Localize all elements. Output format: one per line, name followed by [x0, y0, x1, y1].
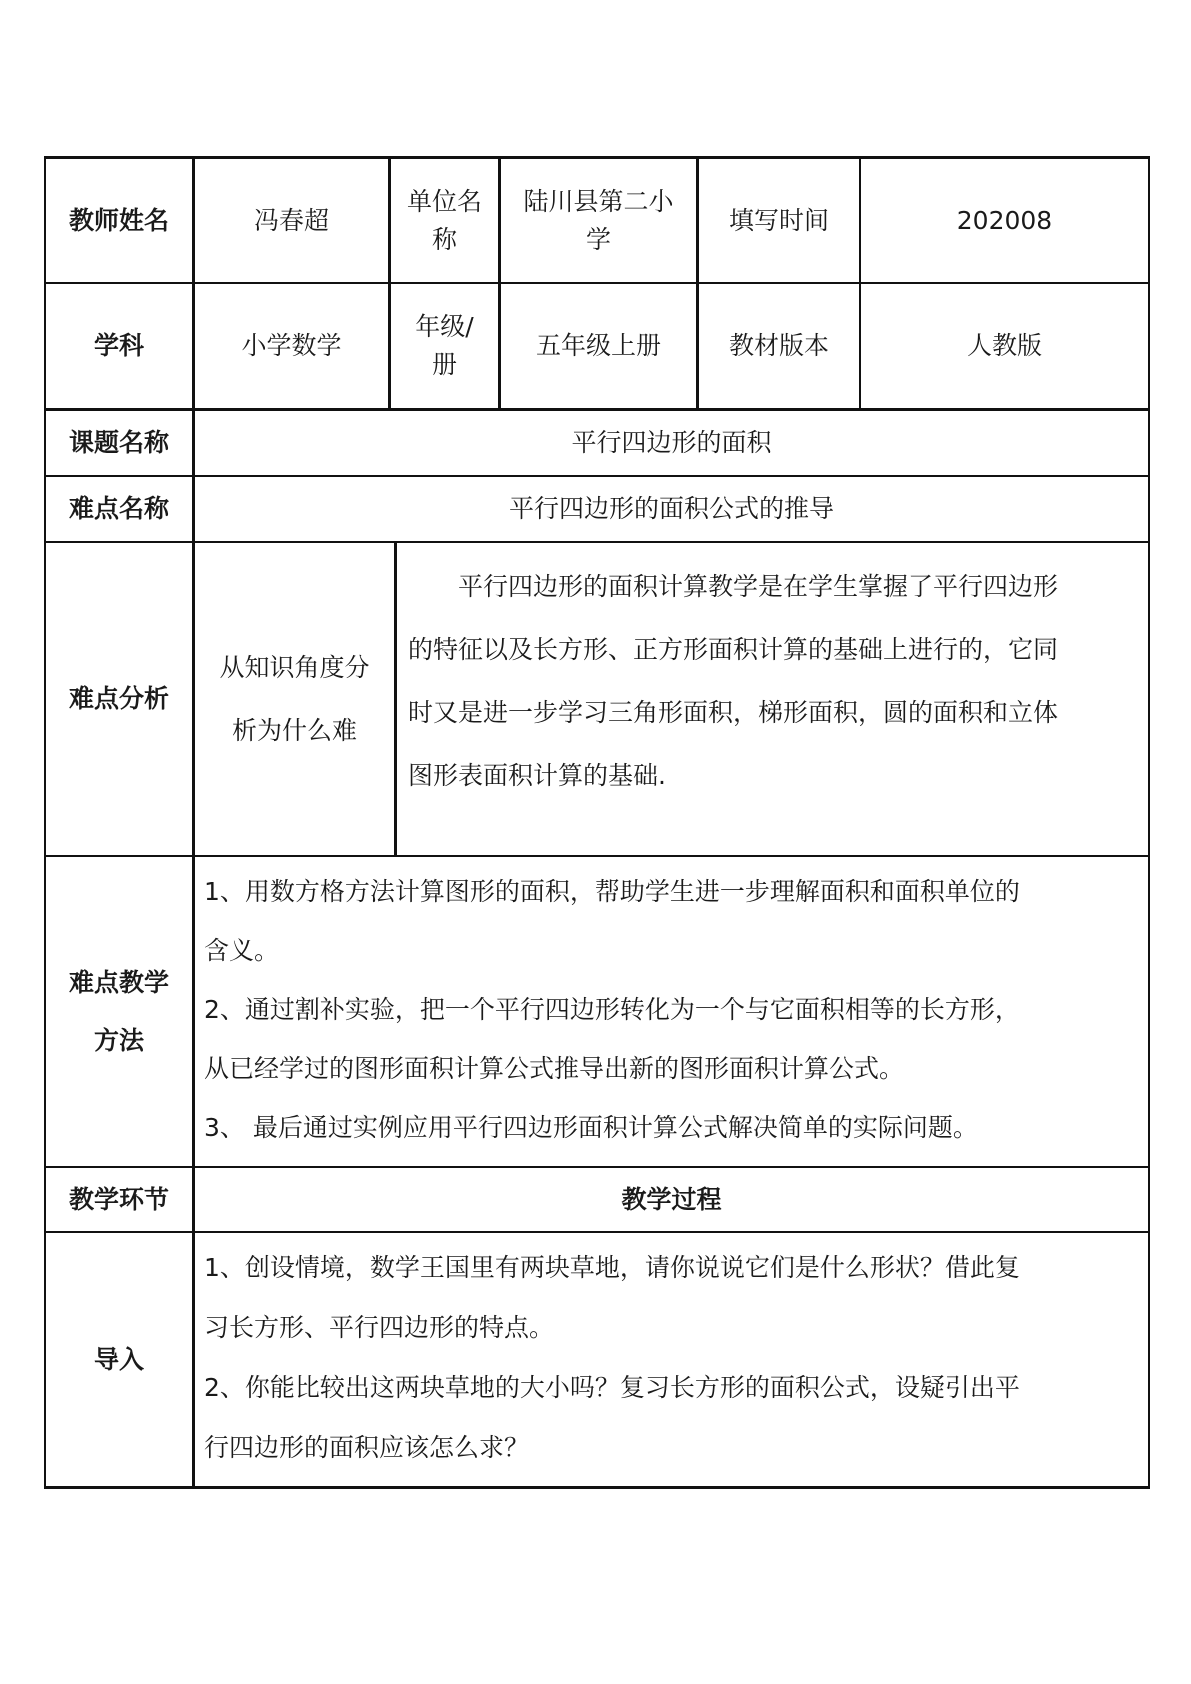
intro-text	[204, 1238, 1144, 1478]
unit-name-value-line2: 学	[585, 224, 611, 254]
difficulty-label: 难点名称	[68, 494, 169, 523]
method-line: 1、用数方格方法计算图形的面积，帮助学生进一步理解面积和面积单位的	[204, 877, 1020, 906]
unit-name-value	[501, 159, 696, 282]
row-divider	[44, 1231, 1150, 1233]
teaching-stage-label: 教学环节	[68, 1184, 169, 1214]
analysis-line: 平行四边形的面积计算教学是在学生掌握了平行四边形	[458, 572, 1059, 601]
method-line: 2、通过割补实验，把一个平行四边形转化为一个与它面积相等的长方形，	[204, 995, 1020, 1024]
intro-line: 行四边形的面积应该怎么求？	[204, 1433, 530, 1462]
intro-line: 2、你能比较出这两块草地的大小吗？复习长方形的面积公式，设疑引出平	[204, 1373, 1020, 1402]
subject-value: 小学数学	[241, 331, 342, 360]
teacher-name-label: 教师姓名	[68, 205, 169, 235]
subject-label: 学科	[93, 331, 144, 360]
teacher-name-value: 冯春超	[253, 205, 329, 235]
analysis-line: 图形表面积计算的基础.	[408, 761, 666, 790]
unit-name-label	[391, 159, 498, 282]
method-label	[46, 857, 192, 1166]
topic-label: 课题名称	[68, 428, 169, 457]
table-border-right	[1148, 156, 1150, 1489]
textbook-edition-label: 教材版本	[728, 331, 829, 360]
fill-date-value: 202008	[956, 205, 1053, 235]
method-label-line2: 方法	[93, 1025, 144, 1055]
analysis-line: 时又是进一步学习三角形面积，梯形面积，圆的面积和立体	[408, 698, 1059, 727]
teaching-process-label: 教学过程	[621, 1184, 722, 1214]
analysis-text	[408, 555, 1144, 807]
topic-value: 平行四边形的面积	[571, 428, 772, 457]
row-divider	[44, 855, 1150, 857]
unit-name-label-line1: 单位名	[406, 186, 482, 216]
intro-label: 导入	[93, 1344, 144, 1374]
fill-date-label: 填写时间	[728, 205, 829, 235]
textbook-edition-value: 人教版	[966, 331, 1042, 360]
unit-name-value-line1: 陆川县第二小	[523, 186, 674, 216]
analysis-sub-label-line2: 析为什么难	[231, 716, 357, 745]
method-label-line1: 难点教学	[68, 967, 169, 997]
analysis-line: 的特征以及长方形、正方形面积计算的基础上进行的，它同	[408, 635, 1059, 664]
grade-label	[391, 284, 498, 408]
intro-line: 1、创设情境，数学王国里有两块草地，请你说说它们是什么形状？借此复	[204, 1253, 1020, 1282]
unit-name-label-line2: 称	[431, 224, 457, 254]
method-line: 3、 最后通过实例应用平行四边形面积计算公式解决简单的实际问题。	[204, 1113, 978, 1142]
grade-label-line2: 册	[431, 350, 457, 379]
table-border-bottom	[44, 1486, 1150, 1489]
intro-line: 习长方形、平行四边形的特点。	[204, 1313, 555, 1342]
lesson-plan-table	[44, 156, 1150, 1488]
analysis-label: 难点分析	[68, 684, 169, 713]
column-divider	[394, 542, 397, 856]
grade-value: 五年级上册	[535, 331, 661, 360]
method-line: 含义。	[204, 936, 280, 965]
method-line: 从已经学过的图形面积计算公式推导出新的图形面积计算公式。	[204, 1054, 905, 1083]
analysis-sub-label	[195, 543, 394, 855]
difficulty-value: 平行四边形的面积公式的推导	[508, 494, 834, 523]
grade-label-line1: 年级/	[415, 312, 474, 341]
analysis-sub-label-line1: 从知识角度分	[219, 653, 370, 682]
method-text	[204, 862, 1144, 1157]
